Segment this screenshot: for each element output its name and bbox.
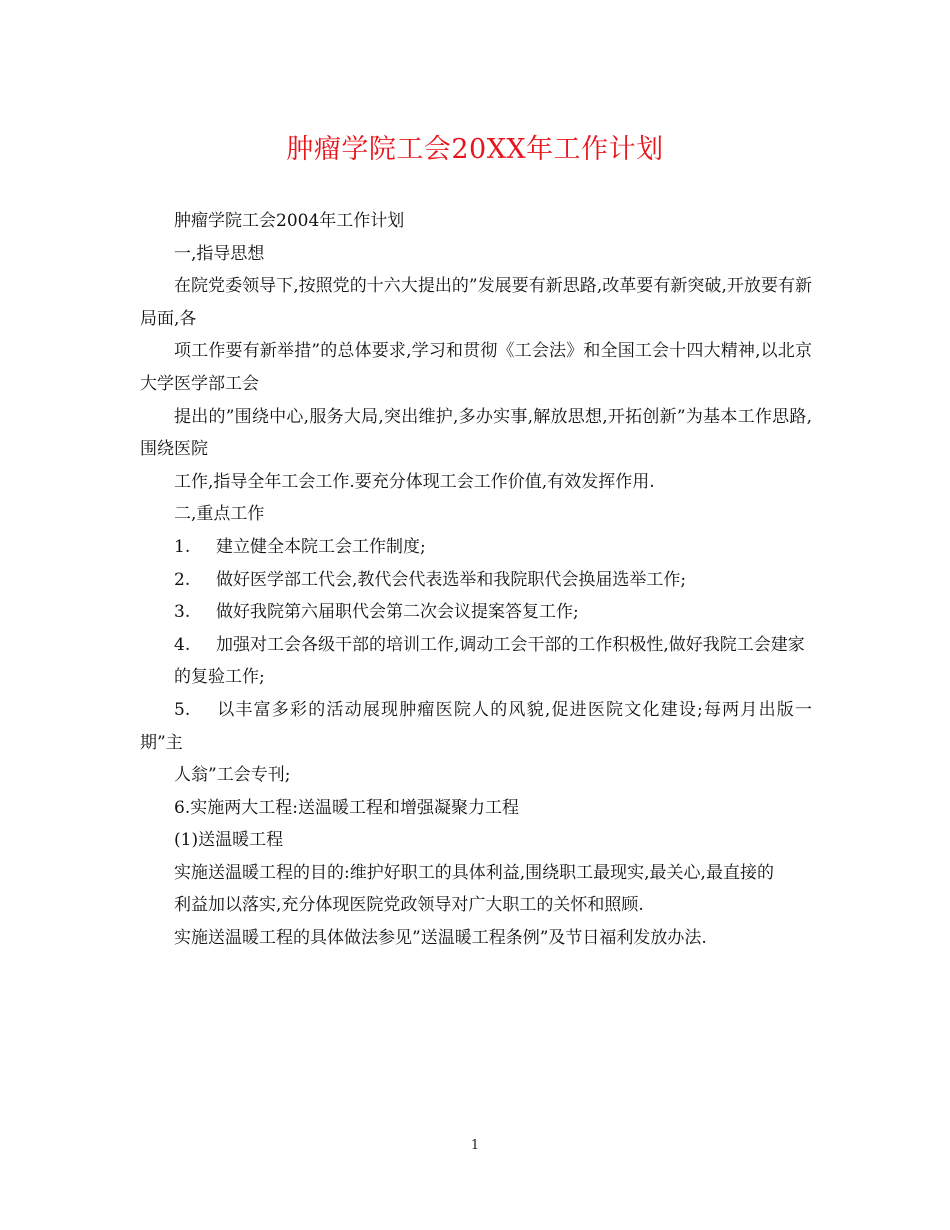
paragraph — [140, 401, 812, 466]
paragraph-text: 肿瘤学院工会2004年工作计划 — [174, 211, 405, 231]
list-number: 4. — [174, 634, 191, 655]
paragraph-text: 6.实施两大工程:送温暖工程和增强凝聚力工程 — [174, 797, 519, 818]
paragraph-text: 建立健全本院工会工作制度; — [216, 536, 426, 557]
paragraph — [140, 531, 812, 564]
paragraph — [140, 759, 812, 792]
paragraph-text: 在院党委领导下,按照党的十六大提出的”发展要有新思路,改革要有新突破,开放要有新局面,各 — [140, 276, 812, 329]
paragraph — [140, 238, 812, 271]
paragraph-text: 做好我院第六届职代会第二次会议提案答复工作; — [216, 602, 579, 623]
paragraph-text: 一,指导思想 — [174, 243, 265, 264]
page-number: 1 — [470, 1138, 480, 1153]
paragraph-text: 利益加以落实,充分体现医院党政领导对广大职工的关怀和照顾. — [174, 895, 644, 916]
paragraph — [140, 335, 812, 400]
paragraph — [140, 661, 812, 694]
paragraph — [140, 205, 812, 238]
list-number: 2. — [174, 569, 191, 590]
paragraph — [140, 857, 812, 890]
list-number: 3. — [174, 602, 191, 623]
paragraph-text: (1)送温暖工程 — [174, 830, 284, 851]
paragraph-text: 加强对工会各级干部的培训工作,调动工会干部的工作积极性,做好我院工会建家 — [216, 634, 805, 655]
paragraph-text: 提出的”围绕中心,服务大局,突出维护,多办实事,解放思想,开拓创新”为基本工作思路,围绕医院 — [140, 406, 812, 460]
paragraph — [140, 694, 812, 759]
paragraph — [140, 922, 812, 955]
paragraph — [140, 889, 812, 922]
paragraph-text: 二,重点工作 — [174, 504, 265, 525]
paragraph-text: 人翁”工会专刊; — [174, 765, 291, 786]
paragraph — [140, 792, 812, 825]
paragraph — [140, 596, 812, 629]
paragraph-text: 实施送温暖工程的具体做法参见”送温暖工程条例”及节日福利发放办法. — [174, 928, 707, 949]
paragraph-text: 项工作要有新举措”的总体要求,学习和贯彻《工会法》和全国工会十四大精神,以北京大学医学部工会 — [140, 341, 812, 394]
document-body — [140, 205, 812, 955]
paragraph-text: 做好医学部工代会,教代会代表选举和我院职代会换届选举工作; — [216, 569, 687, 590]
paragraph — [140, 270, 812, 335]
list-number: 1. — [174, 536, 191, 557]
paragraph — [140, 466, 812, 499]
paragraph-text: 实施送温暖工程的目的:维护好职工的具体利益,围绕职工最现实,最关心,最直接的 — [174, 862, 774, 883]
list-number: 5. — [174, 699, 191, 720]
paragraph-text: 工作,指导全年工会工作.要充分体现工会工作价值,有效发挥作用. — [174, 471, 655, 492]
paragraph — [140, 564, 812, 597]
paragraph — [140, 498, 812, 531]
paragraph-text: 的复验工作; — [174, 667, 265, 688]
document-title: 肿瘤学院工会20XX年工作计划 — [286, 134, 664, 165]
paragraph — [140, 824, 812, 857]
paragraph-text: 以丰富多彩的活动展现肿瘤医院人的风貌,促进医院文化建设;每两月出版一期”主 — [140, 699, 812, 753]
paragraph — [140, 629, 812, 662]
